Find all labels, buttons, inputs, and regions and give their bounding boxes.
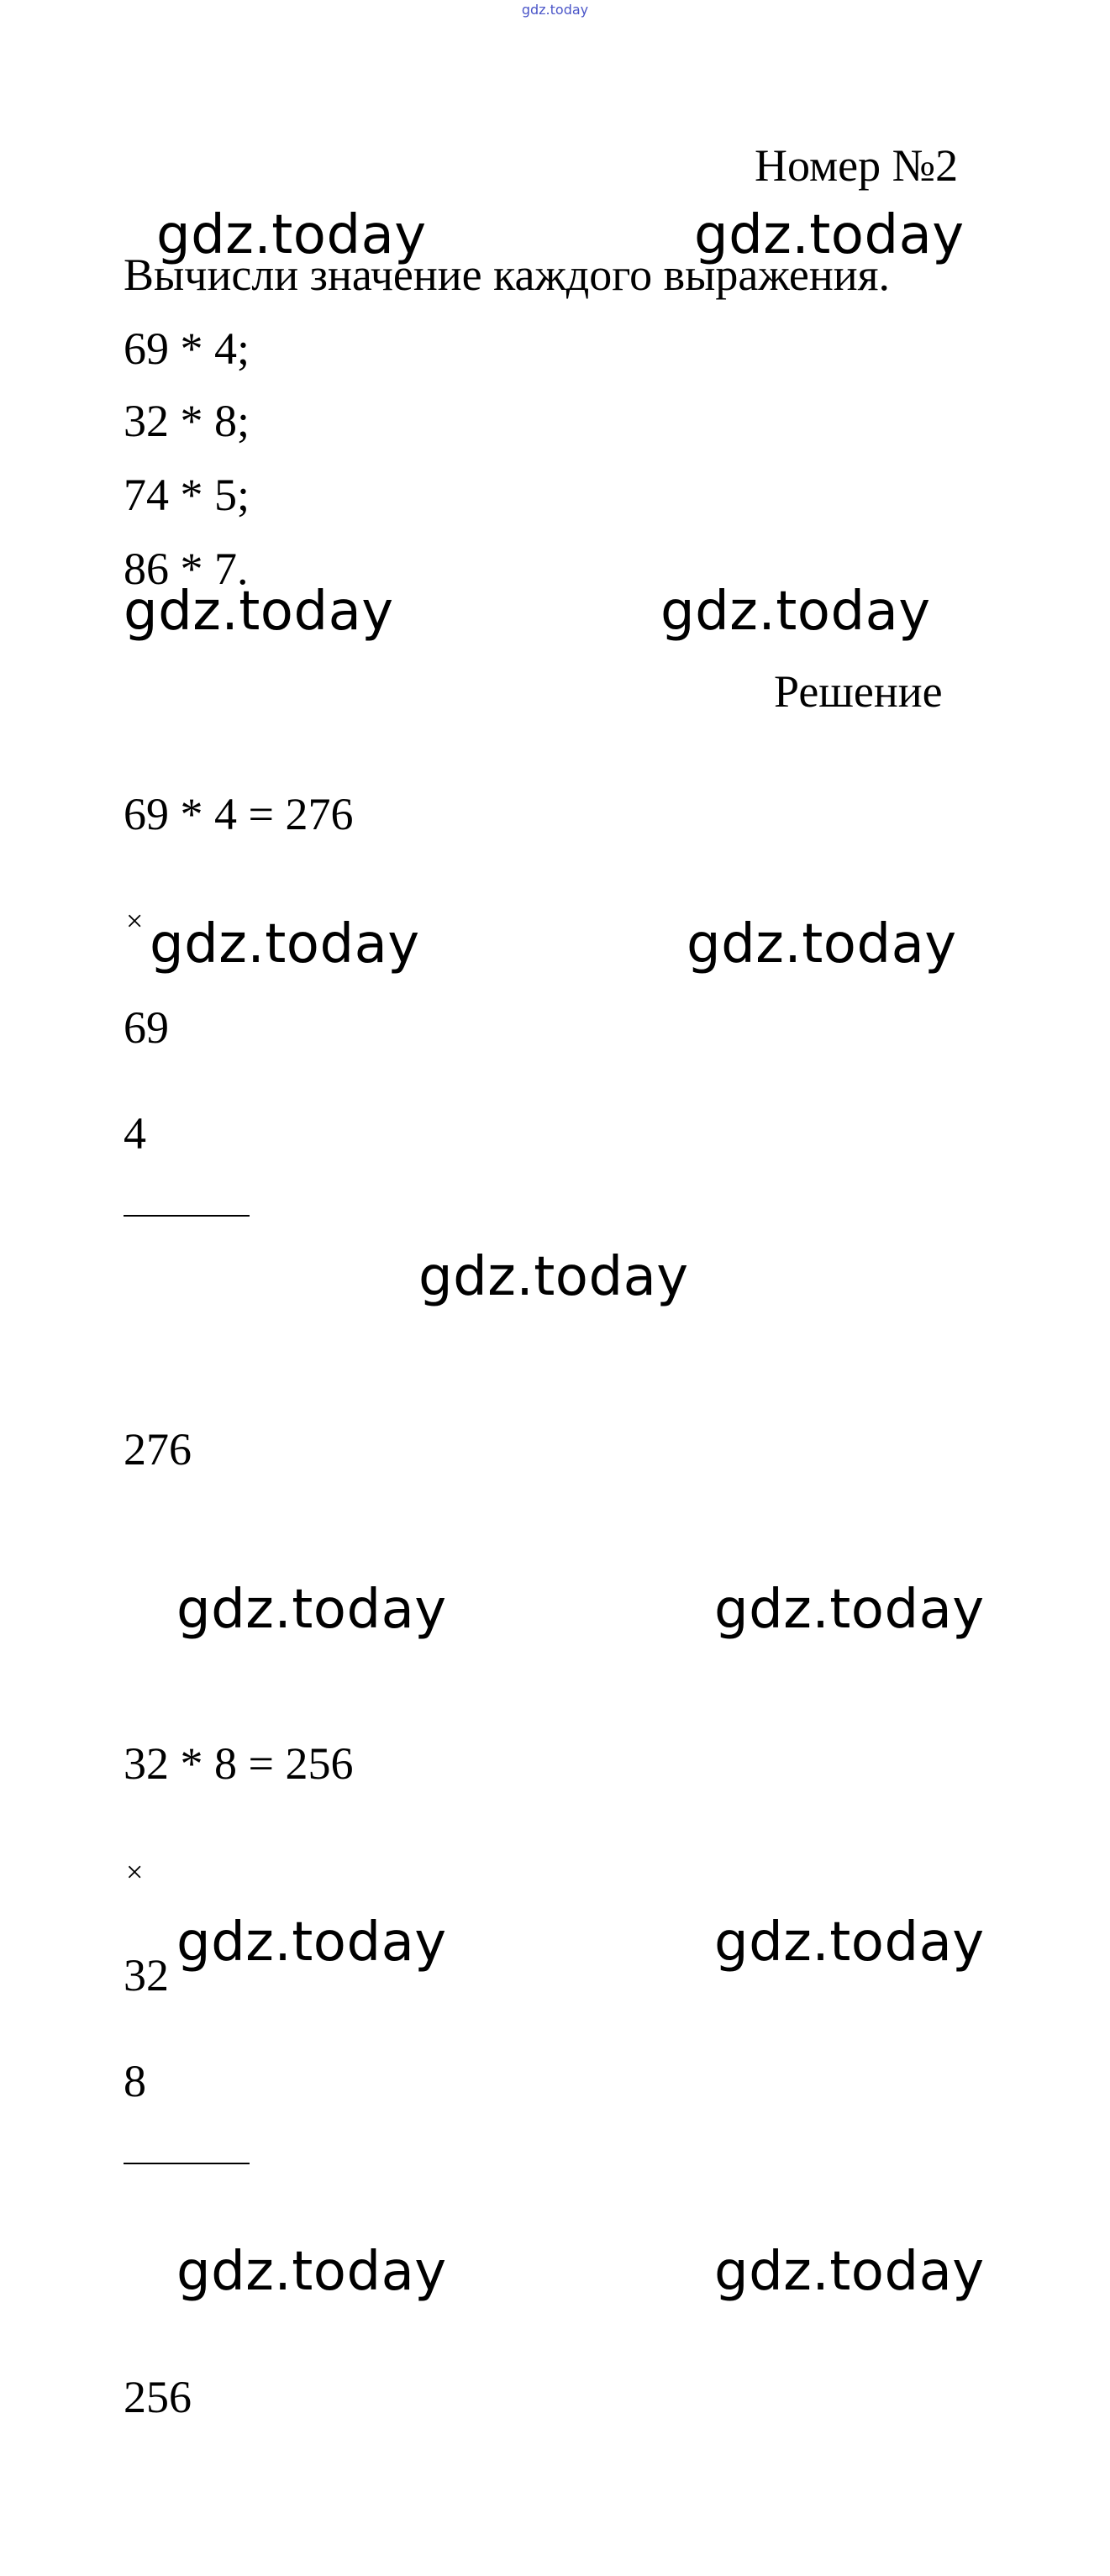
watermark: gdz.today — [176, 1911, 447, 1974]
watermark: gdz.today — [156, 204, 427, 266]
watermark: gdz.today — [418, 1246, 689, 1308]
watermark: gdz.today — [176, 1579, 447, 1641]
watermark: gdz.today — [124, 581, 394, 643]
multiply-sign: × — [126, 1855, 144, 1889]
product-result: 256 — [124, 2372, 192, 2422]
multiplicand: 69 — [124, 1002, 169, 1053]
task-expression: 69 * 4; — [124, 323, 250, 374]
watermark: gdz.today — [660, 581, 931, 643]
task-expression: 86 * 7. — [124, 544, 249, 594]
task-expression: 74 * 5; — [124, 470, 250, 520]
task-expression: 32 * 8; — [124, 396, 250, 446]
product-result: 276 — [124, 1424, 192, 1475]
watermark: gdz.today — [150, 913, 420, 975]
solution-equation: 32 * 8 = 256 — [124, 1738, 354, 1789]
watermark: gdz.today — [714, 1579, 985, 1641]
multiplier: 4 — [124, 1108, 146, 1159]
multiplier: 8 — [124, 2056, 146, 2106]
watermark: gdz.today — [176, 2241, 447, 2303]
watermark: gdz.today — [694, 204, 965, 266]
watermark: gdz.today — [714, 2241, 985, 2303]
sum-line — [124, 2163, 250, 2164]
header-link[interactable]: gdz.today — [521, 2, 589, 18]
solution-equation: 69 * 4 = 276 — [124, 789, 354, 839]
multiplicand: 32 — [124, 1950, 169, 2000]
multiply-sign: × — [126, 904, 144, 938]
solution-heading: Решение — [774, 666, 943, 717]
sum-line — [124, 1215, 250, 1217]
watermark: gdz.today — [687, 913, 957, 975]
task-number: Номер №2 — [755, 140, 959, 191]
task-instruction: Вычисли значение каждого выражения. — [124, 250, 891, 300]
watermark: gdz.today — [714, 1911, 985, 1974]
